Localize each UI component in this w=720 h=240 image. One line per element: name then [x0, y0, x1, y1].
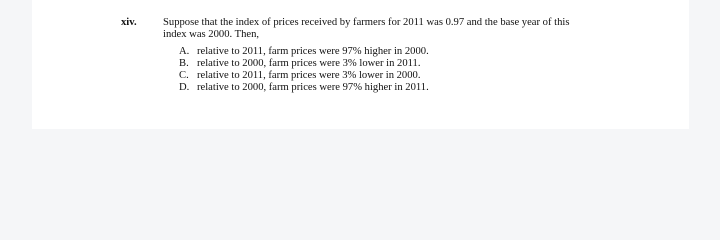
- option-a-text: relative to 2011, farm prices were 97% higher in 2000.: [197, 46, 429, 57]
- question-stem-line-2: index was 2000. Then,: [163, 29, 260, 40]
- option-d-text: relative to 2000, farm prices were 97% higher in 2011.: [197, 82, 429, 93]
- option-b: [179, 58, 420, 70]
- option-d: [179, 82, 429, 94]
- question-number: xiv.: [121, 17, 137, 28]
- question-stem-line-1: Suppose that the index of prices received by farmers for 2011 was 0.97 and the base year of this: [163, 17, 570, 28]
- option-d-letter: D.: [179, 82, 190, 93]
- option-a: [179, 46, 429, 58]
- document-page: [32, 0, 689, 129]
- option-b-text: relative to 2000, farm prices were 3% lower in 2011.: [197, 58, 421, 69]
- option-c-text: relative to 2011, farm prices were 3% lower in 2000.: [197, 70, 421, 81]
- question-stem: [163, 17, 633, 41]
- option-a-letter: A.: [179, 46, 190, 57]
- option-c: [179, 70, 420, 82]
- option-b-letter: B.: [179, 58, 189, 69]
- option-c-letter: C.: [179, 70, 189, 81]
